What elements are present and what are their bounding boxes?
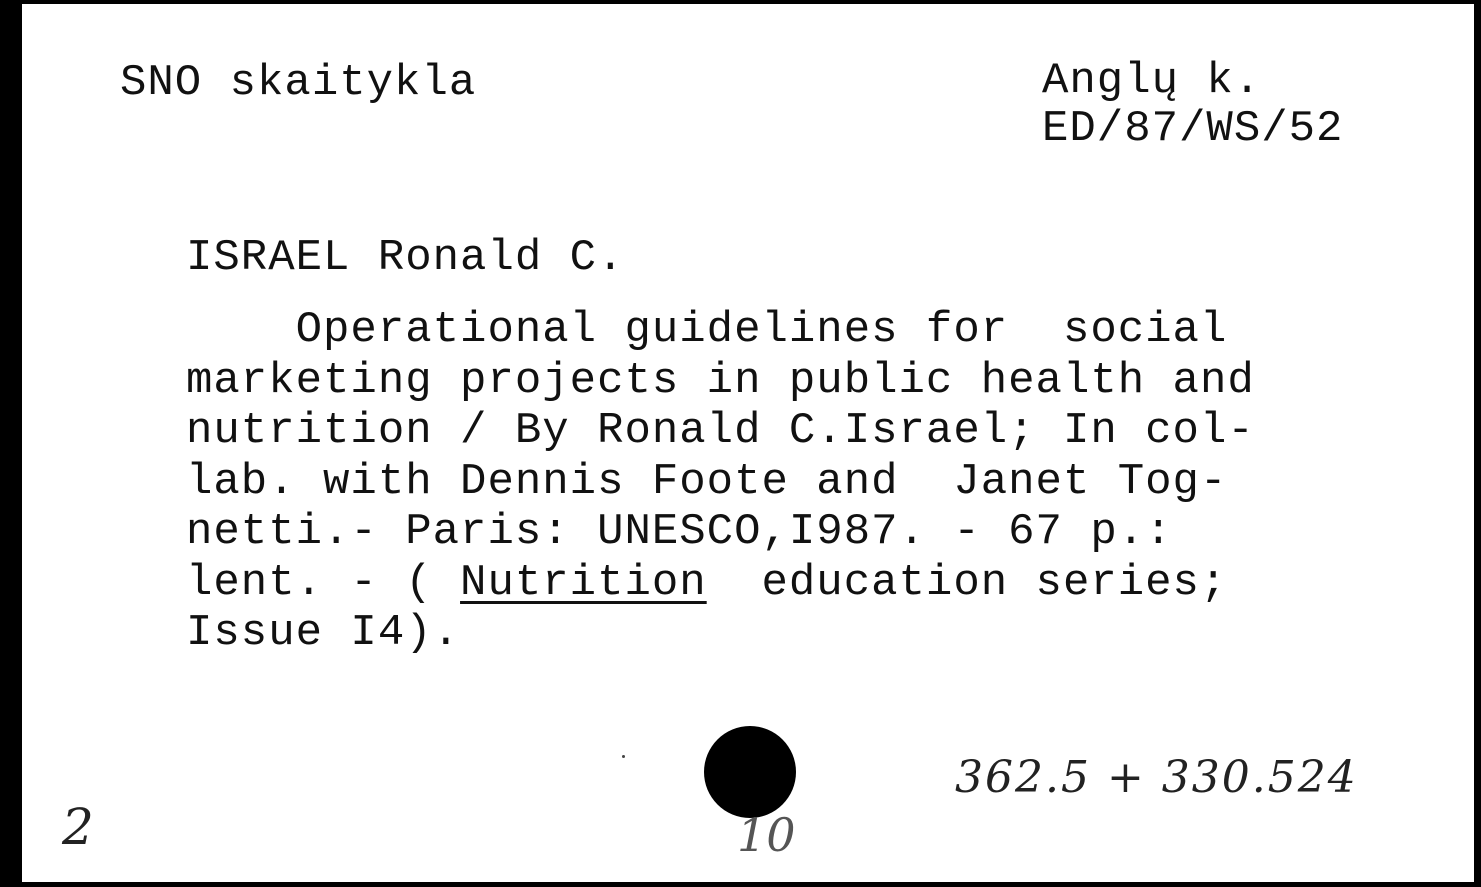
description-line: netti.- Paris: UNESCO,I987. - 67 p.: — [186, 507, 1173, 557]
author-heading: ISRAEL Ronald C. — [186, 233, 625, 283]
language-label: Anglų k. — [1042, 56, 1262, 106]
card-edge-right — [1474, 0, 1481, 887]
description-line: lab. with Dennis Foote and Janet Tog- — [186, 456, 1228, 507]
reading-room-label: SNO skaitykla — [120, 58, 477, 108]
handwritten-call-numbers: 362.5 + 330.524 — [955, 752, 1358, 803]
series-prefix: lent. - ( — [186, 557, 461, 608]
series-title-underlined: Nutrition — [460, 557, 707, 608]
description-line: marketing projects in public health and — [186, 355, 1255, 406]
card-edge-top — [0, 0, 1481, 4]
series-suffix: education series; — [706, 557, 1228, 608]
description-line: nutrition / By Ronald C.Israel; In col- — [186, 406, 1255, 456]
card-edge-left — [0, 0, 22, 887]
description-line: Issue I4). — [186, 608, 461, 658]
description-line: Operational guidelines for social — [186, 305, 1228, 355]
handwritten-bottom-mark: 10 — [737, 808, 796, 862]
bibliographic-description — [186, 305, 1406, 659]
series-line — [186, 558, 1406, 609]
document-code: ED/87/WS/52 — [1042, 104, 1344, 154]
speck — [622, 755, 625, 758]
handwritten-left-mark: 2 — [62, 798, 94, 856]
card-edge-bottom — [0, 882, 1481, 887]
punch-hole — [704, 726, 796, 818]
